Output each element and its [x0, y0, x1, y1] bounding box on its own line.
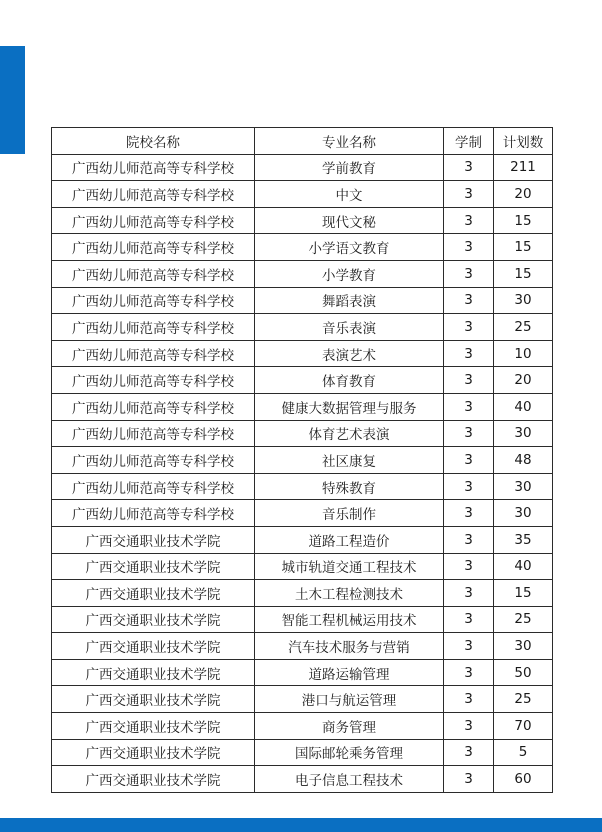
cell-school-name: 广西交通职业技术学院 [52, 553, 255, 580]
cell-plan-count: 48 [494, 447, 553, 474]
cell-duration: 3 [444, 739, 494, 766]
cell-school-name: 广西交通职业技术学院 [52, 766, 255, 793]
cell-school-name: 广西幼儿师范高等专科学校 [52, 393, 255, 420]
cell-major-name: 表演艺术 [255, 340, 444, 367]
cell-major-name: 音乐制作 [255, 500, 444, 527]
cell-plan-count: 25 [494, 606, 553, 633]
table-row [52, 473, 553, 500]
cell-major-name: 音乐表演 [255, 314, 444, 341]
table-row [52, 713, 553, 740]
cell-school-name: 广西交通职业技术学院 [52, 526, 255, 553]
cell-plan-count: 15 [494, 207, 553, 234]
enrollment-plan-table [51, 127, 553, 793]
cell-plan-count: 15 [494, 580, 553, 607]
cell-major-name: 电子信息工程技术 [255, 766, 444, 793]
table-row [52, 553, 553, 580]
cell-duration: 3 [444, 367, 494, 394]
cell-school-name: 广西交通职业技术学院 [52, 606, 255, 633]
table-row [52, 234, 553, 261]
cell-school-name: 广西幼儿师范高等专科学校 [52, 181, 255, 208]
cell-major-name: 小学教育 [255, 260, 444, 287]
cell-major-name: 体育教育 [255, 367, 444, 394]
cell-plan-count: 10 [494, 340, 553, 367]
cell-school-name: 广西幼儿师范高等专科学校 [52, 154, 255, 181]
cell-plan-count: 60 [494, 766, 553, 793]
cell-duration: 3 [444, 659, 494, 686]
cell-duration: 3 [444, 181, 494, 208]
cell-plan-count: 40 [494, 553, 553, 580]
table-row [52, 580, 553, 607]
table-row [52, 154, 553, 181]
table-row [52, 447, 553, 474]
cell-school-name: 广西幼儿师范高等专科学校 [52, 314, 255, 341]
cell-major-name: 土木工程检测技术 [255, 580, 444, 607]
cell-plan-count: 211 [494, 154, 553, 181]
cell-major-name: 中文 [255, 181, 444, 208]
cell-duration: 3 [444, 553, 494, 580]
cell-major-name: 汽车技术服务与营销 [255, 633, 444, 660]
cell-duration: 3 [444, 234, 494, 261]
cell-plan-count: 20 [494, 181, 553, 208]
cell-school-name: 广西幼儿师范高等专科学校 [52, 340, 255, 367]
cell-school-name: 广西幼儿师范高等专科学校 [52, 367, 255, 394]
header-major-name: 专业名称 [255, 128, 444, 155]
cell-plan-count: 35 [494, 526, 553, 553]
cell-school-name: 广西交通职业技术学院 [52, 713, 255, 740]
cell-plan-count: 50 [494, 659, 553, 686]
header-school-name: 院校名称 [52, 128, 255, 155]
cell-plan-count: 40 [494, 393, 553, 420]
cell-plan-count: 30 [494, 473, 553, 500]
table-row [52, 766, 553, 793]
header-plan-count: 计划数 [494, 128, 553, 155]
cell-major-name: 社区康复 [255, 447, 444, 474]
cell-duration: 3 [444, 340, 494, 367]
cell-major-name: 道路工程造价 [255, 526, 444, 553]
cell-duration: 3 [444, 287, 494, 314]
cell-duration: 3 [444, 420, 494, 447]
cell-duration: 3 [444, 500, 494, 527]
table-row [52, 393, 553, 420]
cell-major-name: 港口与航运管理 [255, 686, 444, 713]
cell-school-name: 广西交通职业技术学院 [52, 659, 255, 686]
cell-duration: 3 [444, 686, 494, 713]
cell-major-name: 体育艺术表演 [255, 420, 444, 447]
cell-duration: 3 [444, 314, 494, 341]
cell-plan-count: 70 [494, 713, 553, 740]
table-row [52, 659, 553, 686]
cell-major-name: 舞蹈表演 [255, 287, 444, 314]
cell-duration: 3 [444, 580, 494, 607]
cell-plan-count: 25 [494, 686, 553, 713]
cell-major-name: 道路运输管理 [255, 659, 444, 686]
cell-duration: 3 [444, 526, 494, 553]
cell-major-name: 特殊教育 [255, 473, 444, 500]
table-row [52, 340, 553, 367]
table-row [52, 739, 553, 766]
cell-school-name: 广西幼儿师范高等专科学校 [52, 473, 255, 500]
table-row [52, 633, 553, 660]
cell-major-name: 小学语文教育 [255, 234, 444, 261]
side-accent-tab [0, 46, 25, 154]
cell-duration: 3 [444, 473, 494, 500]
cell-school-name: 广西交通职业技术学院 [52, 580, 255, 607]
cell-school-name: 广西幼儿师范高等专科学校 [52, 234, 255, 261]
cell-duration: 3 [444, 606, 494, 633]
table-row [52, 686, 553, 713]
cell-school-name: 广西幼儿师范高等专科学校 [52, 500, 255, 527]
table-header-row [52, 128, 553, 155]
cell-school-name: 广西幼儿师范高等专科学校 [52, 420, 255, 447]
table-row [52, 207, 553, 234]
cell-duration: 3 [444, 393, 494, 420]
bottom-accent-bar [0, 818, 602, 832]
table-body [52, 154, 553, 792]
table-row [52, 420, 553, 447]
cell-duration: 3 [444, 766, 494, 793]
cell-plan-count: 5 [494, 739, 553, 766]
cell-major-name: 学前教育 [255, 154, 444, 181]
cell-major-name: 智能工程机械运用技术 [255, 606, 444, 633]
cell-plan-count: 30 [494, 287, 553, 314]
header-duration: 学制 [444, 128, 494, 155]
cell-duration: 3 [444, 154, 494, 181]
cell-major-name: 城市轨道交通工程技术 [255, 553, 444, 580]
cell-duration: 3 [444, 633, 494, 660]
cell-major-name: 现代文秘 [255, 207, 444, 234]
cell-duration: 3 [444, 260, 494, 287]
cell-school-name: 广西交通职业技术学院 [52, 633, 255, 660]
table-row [52, 287, 553, 314]
cell-school-name: 广西幼儿师范高等专科学校 [52, 260, 255, 287]
cell-school-name: 广西幼儿师范高等专科学校 [52, 207, 255, 234]
table-row [52, 500, 553, 527]
cell-major-name: 健康大数据管理与服务 [255, 393, 444, 420]
cell-duration: 3 [444, 713, 494, 740]
cell-plan-count: 30 [494, 500, 553, 527]
table-row [52, 606, 553, 633]
cell-plan-count: 15 [494, 234, 553, 261]
cell-major-name: 国际邮轮乘务管理 [255, 739, 444, 766]
table-row [52, 181, 553, 208]
table-row [52, 367, 553, 394]
table-row [52, 314, 553, 341]
cell-major-name: 商务管理 [255, 713, 444, 740]
table-row [52, 526, 553, 553]
cell-school-name: 广西幼儿师范高等专科学校 [52, 287, 255, 314]
cell-plan-count: 30 [494, 633, 553, 660]
cell-duration: 3 [444, 447, 494, 474]
cell-school-name: 广西交通职业技术学院 [52, 739, 255, 766]
table-row [52, 260, 553, 287]
cell-school-name: 广西交通职业技术学院 [52, 686, 255, 713]
cell-plan-count: 25 [494, 314, 553, 341]
cell-school-name: 广西幼儿师范高等专科学校 [52, 447, 255, 474]
cell-duration: 3 [444, 207, 494, 234]
cell-plan-count: 30 [494, 420, 553, 447]
cell-plan-count: 15 [494, 260, 553, 287]
cell-plan-count: 20 [494, 367, 553, 394]
